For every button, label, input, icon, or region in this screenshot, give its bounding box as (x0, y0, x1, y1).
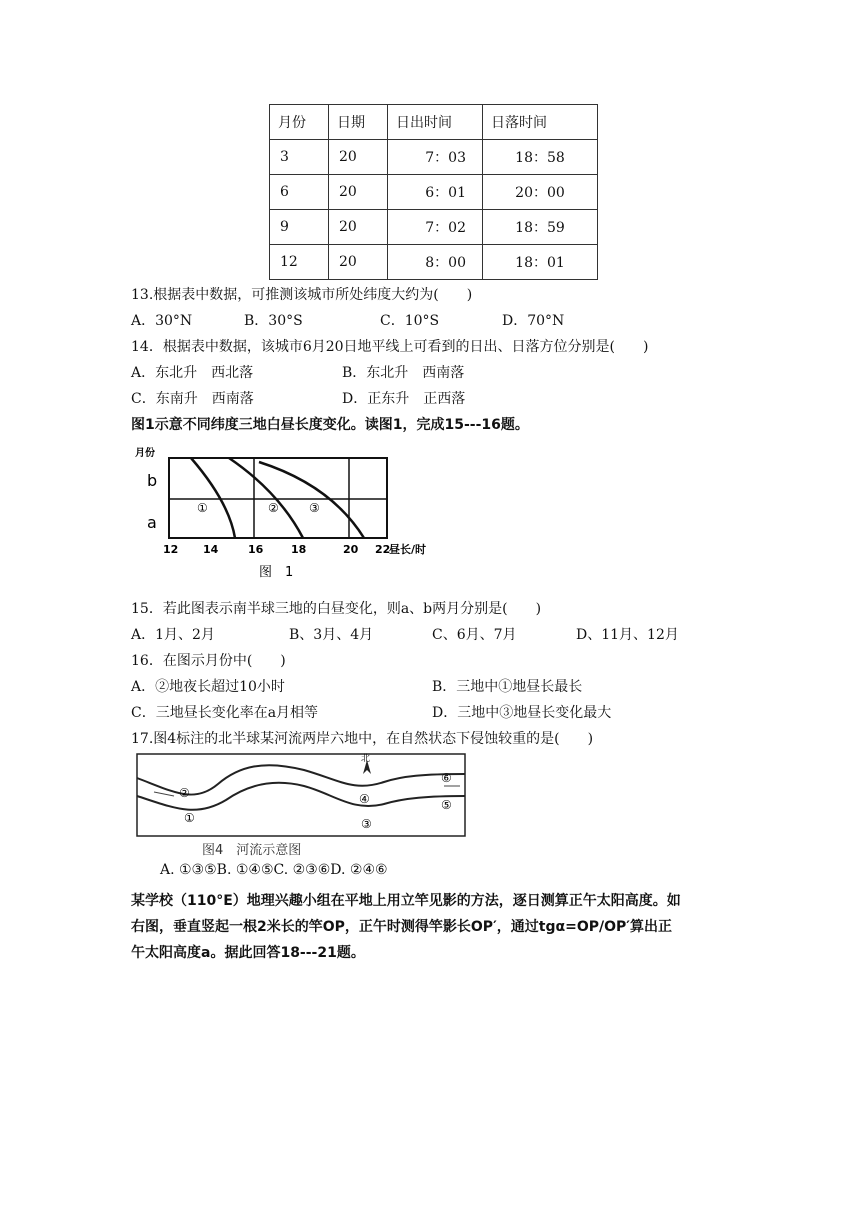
intro-18-21-line-1: 某学校（110°E）地理兴趣小组在平地上用立竿见影的方法，逐日测算正午太阳高度。如 (131, 893, 681, 909)
figure-1-daylength-chart (131, 440, 451, 580)
table-cell: 7：02 (388, 210, 483, 245)
table-cell: 20 (329, 245, 388, 280)
q16-option-c: C．三地昼长变化率在a月相等 (131, 705, 319, 721)
figure-1-x-tick: 18 (291, 543, 307, 556)
figure-4-caption: 图4 河流示意图 (202, 843, 302, 858)
figure-1-y-axis-label: 月份 (135, 448, 155, 459)
q14-option-a: A．东北升 西北落 (131, 365, 254, 381)
table-row (270, 245, 598, 280)
north-label: 北 (361, 754, 371, 764)
figure-1-label-b: b (147, 471, 158, 490)
table-header-cell: 月份 (270, 105, 329, 140)
q14-option-c: C．东南升 西南落 (131, 391, 254, 407)
q14-option-d: D．正东升 正西落 (342, 391, 466, 407)
figure-1-curve-label-1: ① (197, 501, 208, 515)
figure-1-intro: 图1示意不同纬度三地白昼长度变化。读图1，完成15---16题。 (131, 417, 529, 433)
point-label-5: ⑤ (441, 798, 452, 812)
figure-1-x-tick: 20 (343, 543, 359, 556)
figure-1-curve-1 (191, 458, 235, 538)
figure-1-curve-label-3: ③ (309, 501, 320, 515)
q15-option-b: B、3月、4月 (289, 627, 374, 643)
sunrise-table (269, 104, 598, 280)
table-cell: 8：00 (388, 245, 483, 280)
question-16-text: 16．在图示月份中( ) (131, 653, 286, 669)
table-cell: 7：03 (388, 140, 483, 175)
point-label-4: ④ (359, 792, 370, 806)
table-cell: 12 (270, 245, 329, 280)
table-cell: 20 (329, 210, 388, 245)
q13-option-b: B．30°S (244, 313, 303, 329)
point-label-2: ② (179, 786, 190, 800)
table-header-cell: 日期 (329, 105, 388, 140)
table-header-row (270, 105, 598, 140)
table-cell: 6 (270, 175, 329, 210)
q13-option-a: A．30°N (131, 313, 193, 329)
intro-18-21-line-3: 午太阳高度a。据此回答18---21题。 (131, 945, 365, 961)
q15-option-a: A．1月、2月 (131, 627, 215, 643)
table-header-cell: 日出时间 (388, 105, 483, 140)
table-cell: 20 (329, 175, 388, 210)
q15-option-d: D、11月、12月 (576, 627, 679, 643)
figure-4-river-diagram (134, 752, 470, 860)
table-cell: 20：00 (483, 175, 598, 210)
figure-1-curve-2 (229, 458, 303, 538)
figure-1-x-tick: 22 (375, 543, 391, 556)
table-cell: 18：59 (483, 210, 598, 245)
table-cell: 3 (270, 140, 329, 175)
point-label-3: ③ (361, 817, 372, 831)
point-label-6: ⑥ (441, 771, 452, 785)
q16-option-b: B．三地中①地昼长最长 (432, 679, 583, 695)
q13-option-d: D．70°N (502, 313, 565, 329)
figure-1-x-axis-label: 昼长/时 (389, 543, 427, 556)
flow-direction-arrow (154, 792, 174, 796)
question-15-text: 15．若此图表示南半球三地的白昼变化，则a、b两月分别是( ) (131, 601, 542, 617)
table-row (270, 140, 598, 175)
q13-option-c: C．10°S (380, 313, 440, 329)
q16-option-a: A．②地夜长超过10小时 (131, 679, 285, 695)
q14-option-b: B．东北升 西南落 (342, 365, 465, 381)
figure-1-x-tick: 14 (203, 543, 219, 556)
table-cell: 18：58 (483, 140, 598, 175)
intro-18-21-line-2: 右图，垂直竖起一根2米长的竿OP，正午时测得竿影长OP′，通过tgα=OP/OP′算出正 (131, 919, 672, 935)
table-cell: 20 (329, 140, 388, 175)
table-cell: 6：01 (388, 175, 483, 210)
table-header-cell: 日落时间 (483, 105, 598, 140)
q15-option-c: C、6月、7月 (432, 627, 517, 643)
table-row (270, 210, 598, 245)
figure-1-curve-label-2: ② (268, 501, 279, 515)
table-cell: 18：01 (483, 245, 598, 280)
q16-option-d: D．三地中③地昼长变化最大 (432, 705, 612, 721)
question-13-text: 13.根据表中数据，可推测该城市所处纬度大约为( ) (131, 287, 473, 303)
question-14-text: 14．根据表中数据，该城市6月20日地平线上可看到的日出、日落方位分别是( ) (131, 339, 649, 355)
table-row (270, 175, 598, 210)
figure-1-x-tick: 12 (163, 543, 179, 556)
figure-1-x-tick: 16 (248, 543, 264, 556)
figure-1-label-a: a (147, 513, 157, 532)
figure-1-caption: 图 1 (259, 565, 294, 580)
question-17-text: 17.图4标注的北半球某河流两岸六地中，在自然状态下侵蚀较重的是( ) (131, 731, 594, 747)
point-label-1: ① (184, 811, 195, 825)
table-cell: 9 (270, 210, 329, 245)
q17-options: A. ①③⑤B. ①④⑤C. ②③⑥D. ②④⑥ (160, 862, 388, 878)
